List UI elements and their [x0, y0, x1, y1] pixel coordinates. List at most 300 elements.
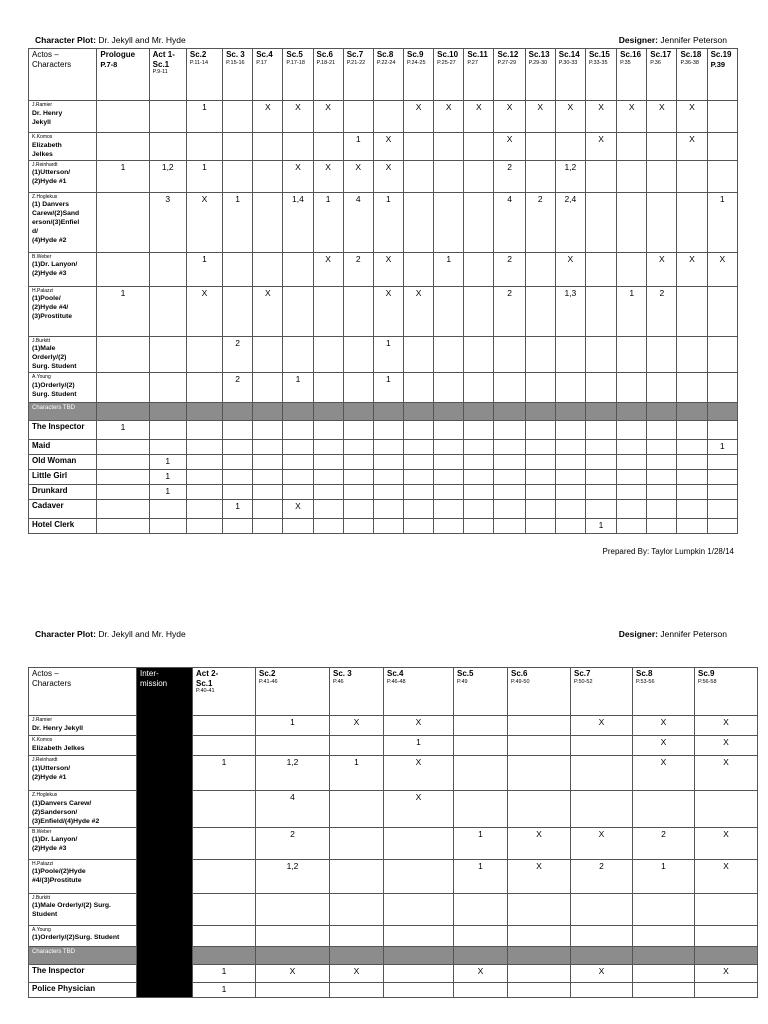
appearance-cell [186, 470, 222, 485]
appearance-mark: 1,2 [286, 757, 299, 767]
scene-title: Sc.2 [189, 50, 207, 59]
appearance-cell [454, 827, 508, 859]
scene-header [617, 49, 647, 101]
scene-header [677, 49, 707, 101]
appearance-cell [384, 791, 454, 828]
appearance-mark: X [415, 757, 422, 767]
appearance-mark [589, 288, 613, 289]
appearance-cell [494, 286, 525, 336]
appearance-cell [494, 470, 525, 485]
appearance-cell [585, 101, 616, 133]
appearance-cell [149, 252, 186, 286]
scene-pages: P.21-22 [346, 59, 366, 66]
appearance-cell [647, 470, 677, 485]
appearance-cell [555, 252, 585, 286]
appearance-cell [330, 791, 384, 828]
appearance-cell [253, 470, 283, 485]
appearance-cell [617, 286, 647, 336]
scene-title: Act 1- Sc.1 [152, 50, 175, 69]
appearance-cell [223, 470, 253, 485]
appearance-cell [585, 192, 616, 252]
appearance-cell [454, 893, 508, 925]
tbd-character-name: Little Girl [29, 470, 97, 485]
appearance-mark [711, 374, 734, 375]
appearance-cell [633, 893, 695, 925]
appearance-mark [650, 486, 673, 487]
appearance-mark [100, 194, 145, 195]
appearance-cell [330, 827, 384, 859]
appearance-mark: 1 [120, 161, 126, 172]
appearance-mark [256, 520, 279, 521]
appearance-mark: X [598, 828, 605, 839]
scene-pages: P.24-25 [407, 59, 426, 66]
scene-header [434, 49, 464, 101]
appearance-cell [343, 485, 373, 500]
tbd-character-row [29, 470, 738, 485]
appearance-mark [286, 471, 309, 472]
appearance-mark: 1 [478, 828, 483, 839]
appearance-mark: 1 [629, 287, 635, 298]
appearance-cell [373, 421, 403, 440]
appearance-cell [253, 133, 283, 161]
appearance-mark: 1,4 [292, 193, 304, 204]
appearance-mark: X [598, 717, 605, 727]
appearance-cell [617, 440, 647, 455]
tbd-divider-cell [373, 403, 403, 421]
appearance-mark [650, 456, 673, 457]
appearance-mark [650, 520, 673, 521]
appearance-cell [313, 373, 343, 403]
appearance-cell [343, 440, 373, 455]
appearance-mark [529, 338, 552, 339]
appearance-mark [317, 486, 340, 487]
scene-title: Sc.4 [387, 669, 404, 678]
appearance-cell [253, 455, 283, 470]
actor-row [29, 160, 738, 192]
appearance-mark: X [201, 193, 208, 204]
appearance-mark [680, 441, 703, 442]
appearance-cell [677, 485, 707, 500]
appearance-mark: 1 [202, 102, 207, 112]
appearance-cell [707, 192, 737, 252]
scene-title: Sc.11 [467, 50, 488, 59]
appearance-cell [695, 716, 758, 736]
appearance-cell [186, 192, 222, 252]
appearance-cell [695, 982, 758, 997]
appearance-cell [434, 252, 464, 286]
appearance-mark [437, 162, 460, 163]
appearance-mark: X [660, 737, 667, 747]
appearance-mark [153, 102, 183, 103]
appearance-cell [313, 160, 343, 192]
appearance-cell [508, 716, 571, 736]
appearance-mark [589, 471, 613, 472]
appearance-cell [454, 982, 508, 997]
appearance-mark [467, 471, 490, 472]
appearance-mark: X [385, 161, 392, 172]
appearance-cell [313, 252, 343, 286]
appearance-cell [313, 455, 343, 470]
appearance-cell [647, 455, 677, 470]
appearance-cell [186, 101, 222, 133]
character-names: Elizabeth Jelkes [32, 744, 85, 752]
appearance-cell [97, 160, 149, 192]
appearance-cell [256, 736, 330, 756]
appearance-mark [377, 456, 400, 457]
appearance-mark [711, 501, 734, 502]
appearance-mark [711, 134, 734, 135]
appearance-cell [555, 440, 585, 455]
appearance-cell [464, 101, 494, 133]
appearance-cell [555, 470, 585, 485]
appearance-mark [636, 895, 691, 896]
appearance-mark: 2 [235, 374, 240, 384]
appearance-cell [404, 192, 434, 252]
tbd-character-row [29, 421, 738, 440]
appearance-cell [223, 485, 253, 500]
appearance-cell [97, 373, 149, 403]
appearance-cell [186, 336, 222, 373]
appearance-mark [407, 134, 430, 135]
appearance-cell [404, 373, 434, 403]
appearance-cell [508, 827, 571, 859]
appearance-cell [695, 893, 758, 925]
appearance-mark [286, 288, 309, 289]
appearance-cell [707, 519, 737, 534]
appearance-cell [149, 519, 186, 534]
appearance-mark [196, 792, 252, 793]
appearance-cell [647, 133, 677, 161]
appearance-mark: X [689, 134, 695, 144]
appearance-cell [434, 336, 464, 373]
appearance-mark: X [415, 792, 422, 802]
appearance-mark [620, 471, 643, 472]
appearance-cell [256, 925, 330, 946]
actor-cell [29, 192, 97, 252]
appearance-mark [387, 966, 450, 967]
appearance-mark [529, 471, 552, 472]
appearance-mark [650, 134, 673, 135]
appearance-cell [707, 470, 737, 485]
tbd-character-row [29, 485, 738, 500]
actors-characters-header [29, 49, 97, 101]
scene-header [647, 49, 677, 101]
scene-header [633, 668, 695, 716]
appearance-cell [193, 791, 256, 828]
appearance-mark [286, 134, 309, 135]
appearance-cell [186, 373, 222, 403]
appearance-cell [223, 160, 253, 192]
appearance-mark [511, 757, 567, 758]
appearance-cell [525, 160, 555, 192]
appearance-mark [437, 520, 460, 521]
appearance-mark [190, 374, 219, 375]
appearance-mark [636, 927, 691, 928]
tbd-divider-cell [585, 403, 616, 421]
appearance-cell [186, 421, 222, 440]
appearance-mark [333, 792, 380, 793]
appearance-mark [347, 422, 370, 423]
appearance-mark [387, 927, 450, 928]
appearance-mark [511, 792, 567, 793]
tbd-character-row [29, 440, 738, 455]
appearance-mark: 1 [221, 965, 227, 976]
appearance-cell [494, 500, 525, 519]
appearance-mark [317, 288, 340, 289]
appearance-mark [680, 486, 703, 487]
appearance-cell [313, 192, 343, 252]
scene-title: Sc.5 [286, 50, 303, 59]
appearance-mark: 1 [221, 983, 227, 994]
appearance-cell [186, 160, 222, 192]
appearance-mark [190, 456, 219, 457]
appearance-mark [589, 374, 613, 375]
appearance-cell [647, 519, 677, 534]
appearance-cell [434, 101, 464, 133]
appearance-cell [647, 192, 677, 252]
scene-header [283, 49, 313, 101]
appearance-mark [467, 338, 490, 339]
appearance-mark [650, 441, 673, 442]
appearance-mark [286, 486, 309, 487]
appearance-mark [347, 520, 370, 521]
appearance-cell [525, 373, 555, 403]
tbd-character-name: Police Physician [29, 982, 137, 997]
appearance-cell [283, 421, 313, 440]
scene-title: Sc.19 [710, 50, 732, 59]
appearance-mark [153, 254, 183, 255]
appearance-cell [330, 893, 384, 925]
appearance-mark [407, 486, 430, 487]
scene-pages: P.36-38 [680, 59, 699, 66]
appearance-mark [407, 471, 430, 472]
character-names: (1)Male Orderly/(2) Surg. Student [32, 345, 77, 370]
appearance-cell [149, 485, 186, 500]
appearance-cell [313, 133, 343, 161]
appearance-mark: X [660, 717, 667, 727]
appearance-cell [253, 500, 283, 519]
appearance-cell [434, 192, 464, 252]
plot-title: Character Plot: Dr. Jekyll and Mr. Hyde [35, 35, 186, 45]
tbd-divider-cell [571, 946, 633, 964]
appearance-cell [193, 756, 256, 791]
appearance-cell [193, 736, 256, 756]
scene-header [707, 49, 737, 101]
appearance-mark [286, 338, 309, 339]
appearance-mark [437, 374, 460, 375]
scene-pages: P.27 [467, 59, 478, 66]
appearance-cell [677, 101, 707, 133]
appearance-mark [407, 501, 430, 502]
appearance-cell [707, 455, 737, 470]
appearance-cell [555, 500, 585, 519]
tbd-divider-cell [707, 403, 737, 421]
appearance-mark [437, 134, 460, 135]
appearance-mark: 4 [507, 193, 512, 204]
appearance-mark [511, 966, 567, 967]
appearance-mark [589, 254, 613, 255]
appearance-cell [555, 421, 585, 440]
scene-header [525, 49, 555, 101]
appearance-mark [574, 895, 629, 896]
character-names: (1)Poole/(2)Hyde #4/(3)Prostitute [32, 868, 86, 884]
appearance-mark: 1 [355, 134, 361, 144]
appearance-mark: 1 [202, 253, 207, 264]
appearance-cell [97, 192, 149, 252]
actor-name: H.Palazzi [32, 287, 54, 294]
appearance-cell [373, 470, 403, 485]
appearance-mark [256, 338, 279, 339]
appearance-mark [256, 471, 279, 472]
appearance-cell [464, 160, 494, 192]
scene-header [585, 49, 616, 101]
appearance-mark [457, 927, 504, 928]
appearance-mark: 1 [221, 757, 227, 767]
appearance-mark [650, 374, 673, 375]
appearance-mark [437, 486, 460, 487]
appearance-mark [286, 456, 309, 457]
appearance-cell [647, 440, 677, 455]
appearance-mark: X [689, 253, 695, 264]
actor-cell [29, 756, 137, 791]
appearance-cell [454, 716, 508, 736]
appearance-cell [149, 286, 186, 336]
appearance-mark [407, 374, 430, 375]
appearance-mark [333, 829, 380, 830]
actor-name: K.Komos [32, 737, 53, 743]
scene-title: Sc.6 [511, 669, 528, 678]
appearance-cell [707, 336, 737, 373]
appearance-cell [256, 791, 330, 828]
appearance-cell [330, 964, 384, 982]
appearance-mark [680, 338, 703, 339]
appearance-cell [384, 893, 454, 925]
appearance-mark [407, 520, 430, 521]
appearance-mark [153, 441, 183, 442]
appearance-mark: X [719, 253, 726, 264]
appearance-cell [571, 736, 633, 756]
appearance-cell [97, 336, 149, 373]
appearance-mark [196, 737, 252, 738]
appearance-cell [384, 736, 454, 756]
appearance-mark [226, 254, 249, 255]
appearance-cell [464, 421, 494, 440]
scene-pages: P.18-21 [316, 59, 336, 66]
appearance-mark [190, 520, 219, 521]
appearance-cell [97, 500, 149, 519]
appearance-cell [186, 440, 222, 455]
appearance-cell [193, 859, 256, 893]
appearance-mark [467, 422, 490, 423]
appearance-cell [253, 160, 283, 192]
appearance-mark [190, 338, 219, 339]
appearance-mark: 1,2 [564, 161, 577, 172]
appearance-cell [149, 133, 186, 161]
actor-name: B.Weber [32, 253, 52, 260]
tbd-divider-cell [283, 403, 313, 421]
appearance-cell [508, 893, 571, 925]
appearance-cell [404, 133, 434, 161]
appearance-cell [695, 925, 758, 946]
appearance-cell [585, 160, 616, 192]
appearance-mark [467, 374, 490, 375]
scene-title: Sc.12 [497, 50, 519, 59]
appearance-cell [373, 192, 403, 252]
appearance-cell [313, 286, 343, 336]
appearance-mark [497, 338, 521, 339]
appearance-cell [585, 500, 616, 519]
appearance-mark [559, 501, 582, 502]
scene-title: Sc.17 [650, 50, 672, 59]
scene-pages: P.7-8 [100, 59, 118, 69]
appearance-cell [404, 519, 434, 534]
appearance-mark [467, 194, 490, 195]
appearance-cell [434, 485, 464, 500]
appearance-mark [347, 456, 370, 457]
appearance-cell [525, 440, 555, 455]
appearance-cell [373, 440, 403, 455]
actor-name: J.Burkitt [32, 894, 51, 901]
scene-header [373, 49, 403, 101]
appearance-mark [256, 194, 279, 195]
appearance-cell [454, 964, 508, 982]
appearance-cell [343, 421, 373, 440]
tbd-character-name: The Inspector [29, 421, 97, 440]
appearance-mark: X [537, 102, 544, 112]
character-names: Dr. Henry Jekyll [32, 724, 84, 732]
appearance-mark [196, 717, 252, 718]
appearance-mark [457, 895, 504, 896]
scene-header [253, 49, 283, 101]
scene-title: Sc.13 [528, 50, 550, 59]
appearance-cell [585, 440, 616, 455]
scene-pages: P.15-16 [226, 59, 245, 66]
appearance-cell [373, 455, 403, 470]
appearance-mark [437, 501, 460, 502]
appearance-cell [677, 500, 707, 519]
scene-pages: P.40-41 [196, 688, 215, 694]
appearance-cell [149, 470, 186, 485]
appearance-mark [467, 162, 490, 163]
appearance-mark [226, 134, 249, 135]
appearance-cell [677, 133, 707, 161]
appearance-mark [680, 456, 703, 457]
appearance-mark [259, 895, 326, 896]
appearance-cell [647, 421, 677, 440]
appearance-mark [650, 338, 673, 339]
appearance-mark [407, 441, 430, 442]
appearance-cell [494, 133, 525, 161]
appearance-cell [404, 500, 434, 519]
scene-pages: P.46 [333, 678, 344, 685]
appearance-mark: 1 [290, 717, 295, 727]
appearance-mark [256, 422, 279, 423]
tbd-divider-cell [256, 946, 330, 964]
appearance-cell [647, 500, 677, 519]
appearance-mark [467, 288, 490, 289]
appearance-cell [525, 192, 555, 252]
appearance-mark: X [723, 737, 729, 747]
appearance-cell [695, 964, 758, 982]
appearance-cell [494, 519, 525, 534]
appearance-mark [620, 441, 643, 442]
appearance-cell [508, 964, 571, 982]
appearance-mark: 1 [354, 757, 359, 767]
appearance-cell [707, 373, 737, 403]
appearance-cell [373, 286, 403, 336]
scene-title: Sc.15 [588, 50, 610, 59]
appearance-cell [525, 286, 555, 336]
